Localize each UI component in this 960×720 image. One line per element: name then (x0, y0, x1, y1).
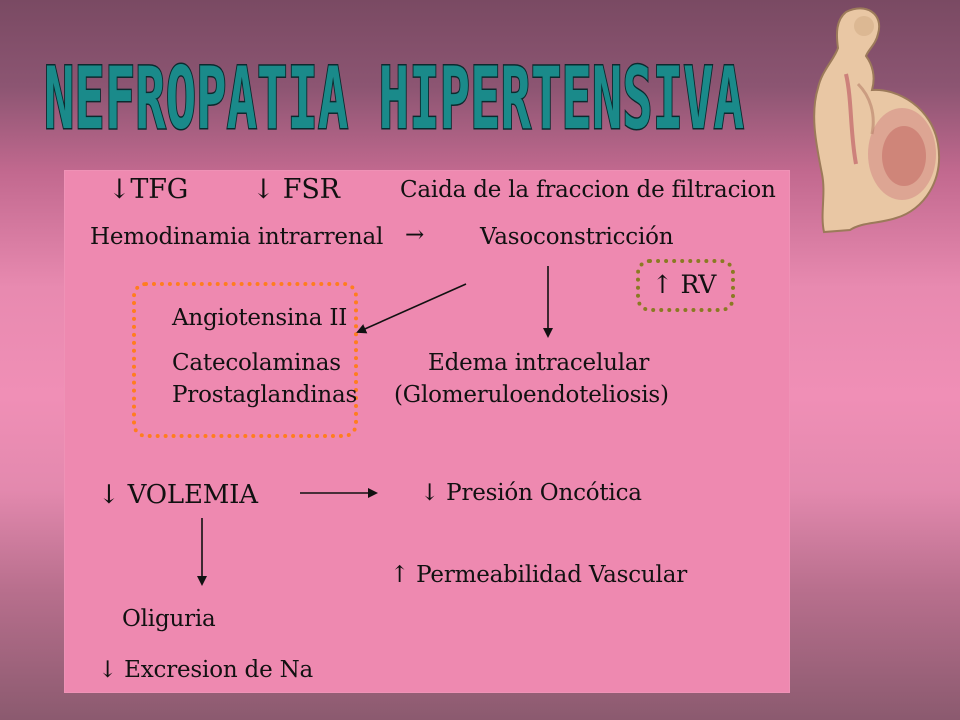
glomeruloendotheliosis-text: (Glomeruloendoteliosis) (394, 382, 669, 408)
oliguria-text: Oliguria (122, 606, 216, 632)
pregnant-woman-anatomy-icon (806, 4, 952, 234)
oncotic-pressure-text: ↓ Presión Oncótica (420, 480, 642, 506)
rv-text: ↑ RV (652, 270, 717, 299)
tfg-text: ↓TFG (108, 174, 189, 205)
fsr-text: ↓ FSR (252, 174, 340, 205)
prostaglandins-text: Prostaglandinas (172, 382, 358, 408)
hemodynamics-text: Hemodinamia intrarrenal (90, 224, 384, 250)
angiotensin-text: Angiotensina II (172, 305, 348, 331)
edema-text: Edema intracelular (428, 350, 650, 376)
catecholamines-text: Catecolaminas (172, 350, 341, 376)
vasoconstriction-text: Vasoconstricción (480, 224, 674, 250)
right-arrow-icon: → (405, 222, 425, 248)
slide-title (40, 40, 750, 135)
slide-title-text: NEFROPATIA HIPERTENSIVA (44, 49, 744, 135)
filtration-fraction-text: Caida de la fraccion de filtracion (400, 177, 776, 203)
volemia-text: ↓ VOLEMIA (98, 480, 258, 510)
vascular-permeability-text: ↑ Permeabilidad Vascular (390, 562, 687, 588)
sodium-excretion-text: ↓ Excresion de Na (98, 657, 314, 683)
